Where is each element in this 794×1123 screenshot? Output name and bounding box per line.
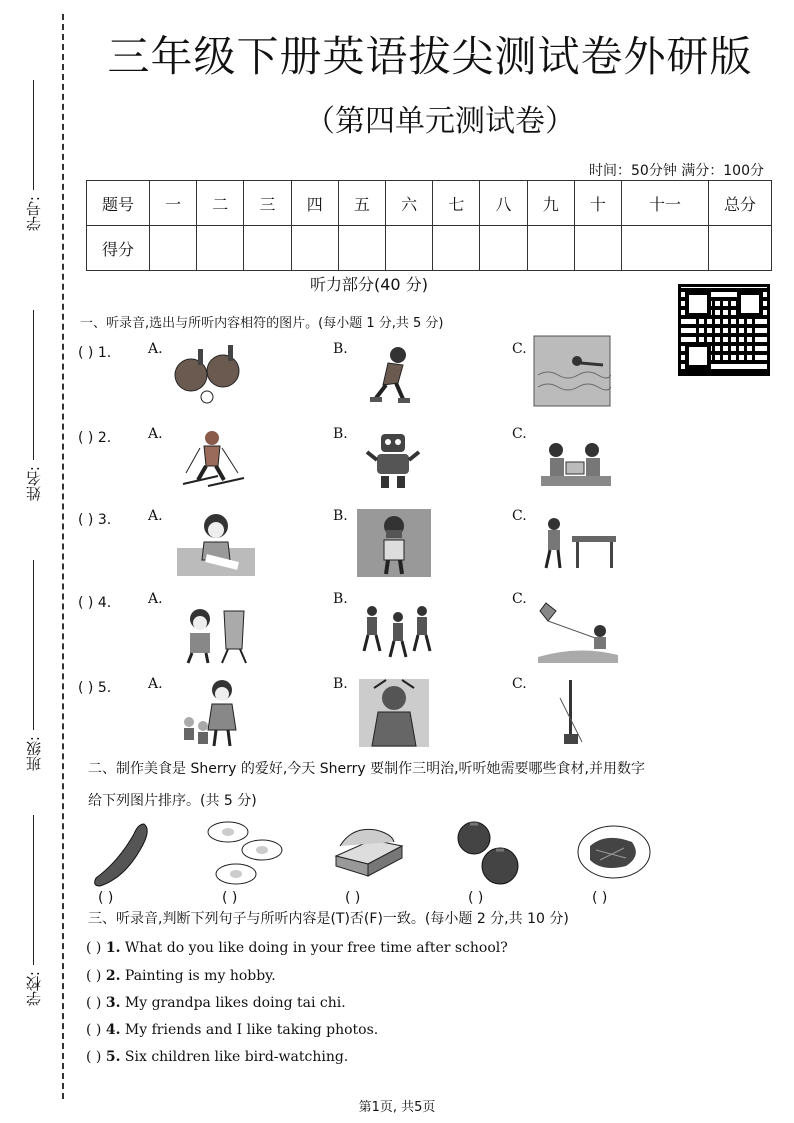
tf-item-1 (86, 940, 508, 956)
score-cell: 题号 (87, 181, 150, 226)
score-input-cell[interactable] (709, 226, 772, 271)
name-label: 姓名: (24, 466, 43, 502)
item-text: Six children like bird-watching. (124, 1049, 349, 1065)
score-input-cell[interactable] (527, 226, 574, 271)
tf-item-4 (86, 1022, 378, 1038)
answer-paren[interactable]: ( ) (86, 1022, 102, 1038)
tai-chi-group-icon[interactable] (358, 601, 438, 659)
score-table-header-row (87, 181, 772, 226)
score-input-cell[interactable] (574, 226, 621, 271)
side-field-class (18, 560, 48, 777)
cucumber-icon[interactable] (90, 820, 152, 890)
score-row-label: 得分 (87, 226, 150, 271)
answer-paren[interactable]: ( ) (86, 940, 102, 956)
peking-opera-icon[interactable] (358, 678, 430, 748)
underline (33, 560, 34, 730)
class-label: 班级: (24, 736, 43, 772)
score-cell: 四 (291, 181, 338, 226)
flying-kite-boy-icon[interactable] (538, 599, 618, 663)
option-b-label: B. (333, 426, 348, 442)
beef-icon[interactable] (576, 820, 654, 882)
part2-title-line2: 给下列图片排序。(共 5 分) (88, 793, 257, 809)
item-number: 4. (105, 1022, 121, 1038)
food-answer-paren[interactable]: ( ) (592, 890, 608, 906)
option-c-label: C. (512, 591, 527, 607)
food-answer-paren[interactable]: ( ) (98, 890, 114, 906)
score-cell: 总分 (709, 181, 772, 226)
item-text: My friends and I like taking photos. (124, 1022, 379, 1038)
option-c-label: C. (512, 676, 527, 692)
item-text: My grandpa likes doing tai chi. (124, 995, 346, 1011)
option-a-label: A. (148, 508, 163, 524)
score-cell: 七 (433, 181, 480, 226)
answer-paren[interactable]: ( ) 3. (78, 512, 112, 528)
children-at-table-icon[interactable] (536, 430, 616, 492)
score-cell: 三 (244, 181, 291, 226)
option-b-label: B. (333, 676, 348, 692)
part1-question-3 (78, 508, 778, 592)
score-cell: 六 (386, 181, 433, 226)
page-footer: 第1页, 共5页 (358, 1100, 436, 1115)
part2-title-line1: 二、制作美食是 Sherry 的爱好,今天 Sherry 要制作三明治,听听她需要哪些食材,并用数字 (88, 761, 645, 777)
score-input-cell[interactable] (433, 226, 480, 271)
ping-pong-paddles-icon[interactable] (173, 343, 248, 405)
item-number: 5. (105, 1049, 121, 1065)
taking-photo-boy-icon[interactable] (356, 508, 432, 578)
option-a-label: A. (148, 676, 163, 692)
side-field-school (18, 815, 48, 1012)
drawing-girl-icon[interactable] (176, 510, 256, 578)
option-c-label: C. (512, 426, 527, 442)
score-input-cell[interactable] (244, 226, 291, 271)
tomatoes-icon[interactable] (452, 820, 522, 890)
score-input-cell[interactable] (197, 226, 244, 271)
food-answer-paren[interactable]: ( ) (222, 890, 238, 906)
listening-section-title: 听力部分(40 分) (310, 275, 428, 294)
swimming-boy-icon[interactable] (533, 335, 611, 407)
tf-item-2 (86, 968, 276, 984)
part1-title: 一、听录音,选出与所听内容相符的图片。(每小题 1 分,共 5 分) (80, 316, 444, 331)
item-number: 2. (105, 968, 121, 984)
side-field-student-id (18, 80, 48, 237)
option-a-label: A. (148, 591, 163, 607)
part1-question-1 (78, 341, 778, 425)
item-number: 1. (105, 940, 121, 956)
page-subtitle: （第四单元测试卷） (305, 104, 575, 139)
page-title: 三年级下册英语拔尖测试卷外研版 (107, 32, 753, 81)
tf-item-5 (86, 1049, 348, 1065)
item-number: 3. (105, 995, 121, 1011)
watering-flowers-girl-icon[interactable] (178, 678, 250, 748)
binding-dashed-line (62, 14, 64, 1099)
score-input-cell[interactable] (386, 226, 433, 271)
score-input-cell[interactable] (150, 226, 197, 271)
option-c-label: C. (512, 508, 527, 524)
option-c-label: C. (512, 341, 527, 357)
robot-icon[interactable] (363, 430, 423, 490)
underline (33, 310, 34, 460)
score-cell: 五 (338, 181, 385, 226)
skiing-child-icon[interactable] (178, 428, 248, 488)
answer-paren[interactable]: ( ) 5. (78, 680, 112, 696)
underline (33, 80, 34, 190)
qr-finder (737, 291, 763, 317)
school-label: 学校: (24, 971, 43, 1007)
qr-finder (685, 291, 711, 317)
roller-skating-girl-icon[interactable] (358, 343, 423, 405)
score-input-cell[interactable] (622, 226, 709, 271)
underline (33, 815, 34, 965)
score-table-score-row (87, 226, 772, 271)
time-info: 时间：50分钟 满分：100分 (589, 163, 764, 179)
score-cell: 十一 (622, 181, 709, 226)
option-a-label: A. (148, 426, 163, 442)
score-cell: 九 (527, 181, 574, 226)
food-answer-paren[interactable]: ( ) (468, 890, 484, 906)
option-a-label: A. (148, 341, 163, 357)
score-cell: 八 (480, 181, 527, 226)
score-cell: 十 (574, 181, 621, 226)
answer-paren[interactable]: ( ) (86, 968, 102, 984)
option-b-label: B. (333, 591, 348, 607)
answer-paren[interactable]: ( ) 4. (78, 595, 112, 611)
part1-question-2 (78, 426, 778, 510)
part1-question-4 (78, 591, 778, 675)
option-b-label: B. (333, 341, 348, 357)
score-input-cell[interactable] (291, 226, 338, 271)
score-input-cell[interactable] (480, 226, 527, 271)
fried-eggs-icon[interactable] (206, 820, 286, 890)
erhu-icon[interactable] (556, 678, 586, 748)
answer-paren[interactable]: ( ) (86, 995, 102, 1011)
score-cell: 二 (197, 181, 244, 226)
food-answer-paren[interactable]: ( ) (345, 890, 361, 906)
part3-title: 三、听录音,判断下列句子与所听内容是(T)否(F)一致。(每小题 2 分,共 10 分) (88, 911, 569, 927)
answer-paren[interactable]: ( ) 1. (78, 345, 112, 361)
part1-question-5 (78, 676, 778, 760)
item-text: Painting is my hobby. (124, 968, 276, 984)
answer-paren[interactable]: ( ) (86, 1049, 102, 1065)
score-cell: 一 (150, 181, 197, 226)
student-id-label: 学号: (24, 196, 43, 232)
tf-item-3 (86, 995, 346, 1011)
item-text: What do you like doing in your free time after school? (124, 940, 508, 956)
score-input-cell[interactable] (338, 226, 385, 271)
painting-girl-icon[interactable] (178, 605, 250, 665)
bread-icon[interactable] (332, 820, 406, 880)
side-field-name (18, 310, 48, 507)
option-b-label: B. (333, 508, 348, 524)
ping-pong-boy-icon[interactable] (538, 512, 618, 574)
answer-paren[interactable]: ( ) 2. (78, 430, 112, 446)
score-table (86, 180, 772, 271)
